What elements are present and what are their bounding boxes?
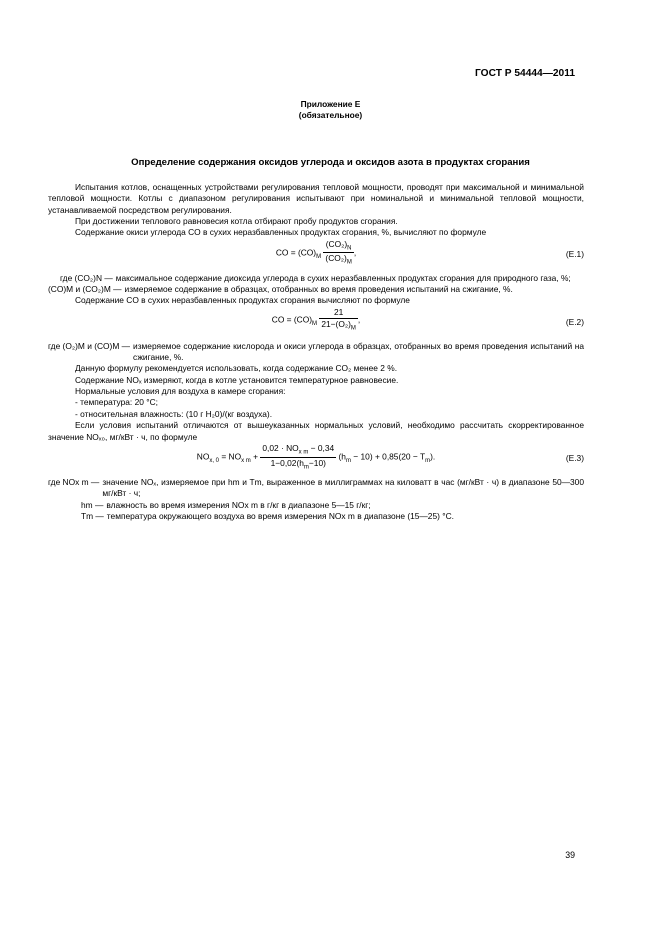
formula-e2-body: CO = $(CO)_M$ $\frac{21}{21-(O_2)_M}$ , [271,306,361,332]
paragraph: Содержание CO в сухих неразбавленных продуктах сгорания вычисляют по формуле [75,295,410,306]
formula-e3 [48,443,584,477]
paragraph: Нормальные условия для воздуха в камере сгорания: [75,386,286,397]
where-item: где NOx m — значение NOₓ, измеряемое при hm и Tm, выраженное в миллиграммах на киловатт в час (мг/кВт · ч) в диапазоне 50—300 мг/кВт · ч; [48,476,584,499]
paragraph: - относительная влажность: (10 г H₂0)/(кг воздуха). [75,408,273,419]
paragraph: Если условия испытаний отличаются от вышеуказанных нормальных условий, необходимо рассчитать скорректированное значение NOₓ₀, мг/кВт · ч, по формуле [48,420,584,442]
where-item: (CO)M и (CO₂)M — измеряемое содержание в образцах, отобранных во время проведения испытаний на сжигание, %. [48,284,513,295]
paragraph: Испытания котлов, оснащенных устройствами регулирования тепловой мощности, проводят при максимальной и минимальной тепловой мощности. Котлы с диапазоном регулирования испытывают при номинальной и минимальной тепловой мощности, устанавливаемой посредством регулирования. [48,182,584,215]
fraction: $\frac{(CO_2)_N}{(CO_2)_M}$ [325,238,352,267]
formula-e1-body: CO = $(CO)_M$ $\frac{(CO_2)_N}{(CO_2)_M}$ , [275,238,357,267]
where-item: где (CO₂)N — максимальное содержание диоксида углерода в сухих неразбавленных продуктах сгорания для природного газа, %; [60,272,571,283]
where-list-1 [48,273,584,296]
appendix-subtitle: (обязательное) [298,110,363,121]
fraction: $\frac{21}{21-(O_2)_M}$ [321,306,356,332]
formula-e3-body: $NO_{x, 0} = NO_{x m}$ + $\frac{0,02 \cdot NO_{x m} - 0,34}{1-0,02(h_m-10)}$ $(h_m - 10) + 0,85(20 - T_m)$. [196,442,436,471]
equation-number: (Е.1) [565,248,584,259]
where-item: hm — влажность во время измерения NOx m в г/кг в диапазоне 5—15 г/кг; [81,499,371,510]
document-code: ГОСТ Р 54444—2011 [475,68,575,79]
where-item: Tm — температура окружающего воздуха во время измерения NOx m в диапазоне (15—25) °С. [81,510,454,521]
section-title: Определение содержания оксидов углерода и оксидов азота в продуктах сгорания [131,157,530,168]
appendix-title: Приложение Е [300,99,361,109]
appendix-heading [0,99,661,122]
formula-e1 [48,239,584,273]
paragraph: Содержание NOₓ измеряют, когда в котле установится температурное равновесие. [75,374,399,385]
fraction: $\frac{0,02 \cdot NO_{x m} - 0,34}{1-0,02(h_m-10)}$ [262,442,335,471]
where-list-2 [48,341,584,364]
paragraph: Данную формулу рекомендуется использовать, когда содержание CO₂ менее 2 %. [75,363,398,374]
paragraph: - температура: 20 °С; [75,397,158,408]
where-list-3 [48,477,584,522]
where-item: где (O₂)M и (CO)M — измеряемое содержание кислорода и окиси углерода в образцах, отобранных во время проведения испытаний на сжигание, %. [48,340,584,363]
page-number: 39 [565,850,575,860]
paragraph: При достижении теплового равновесия котла отбирают пробу продуктов сгорания. [75,216,398,227]
paragraph: Содержание окиси углерода CO в сухих неразбавленных продуктах сгорания, %, вычисляют по формуле [75,227,487,238]
formula-e2 [48,307,584,341]
document-body [48,182,584,522]
equation-number: (Е.2) [565,316,584,327]
equation-number: (Е.3) [565,452,584,463]
